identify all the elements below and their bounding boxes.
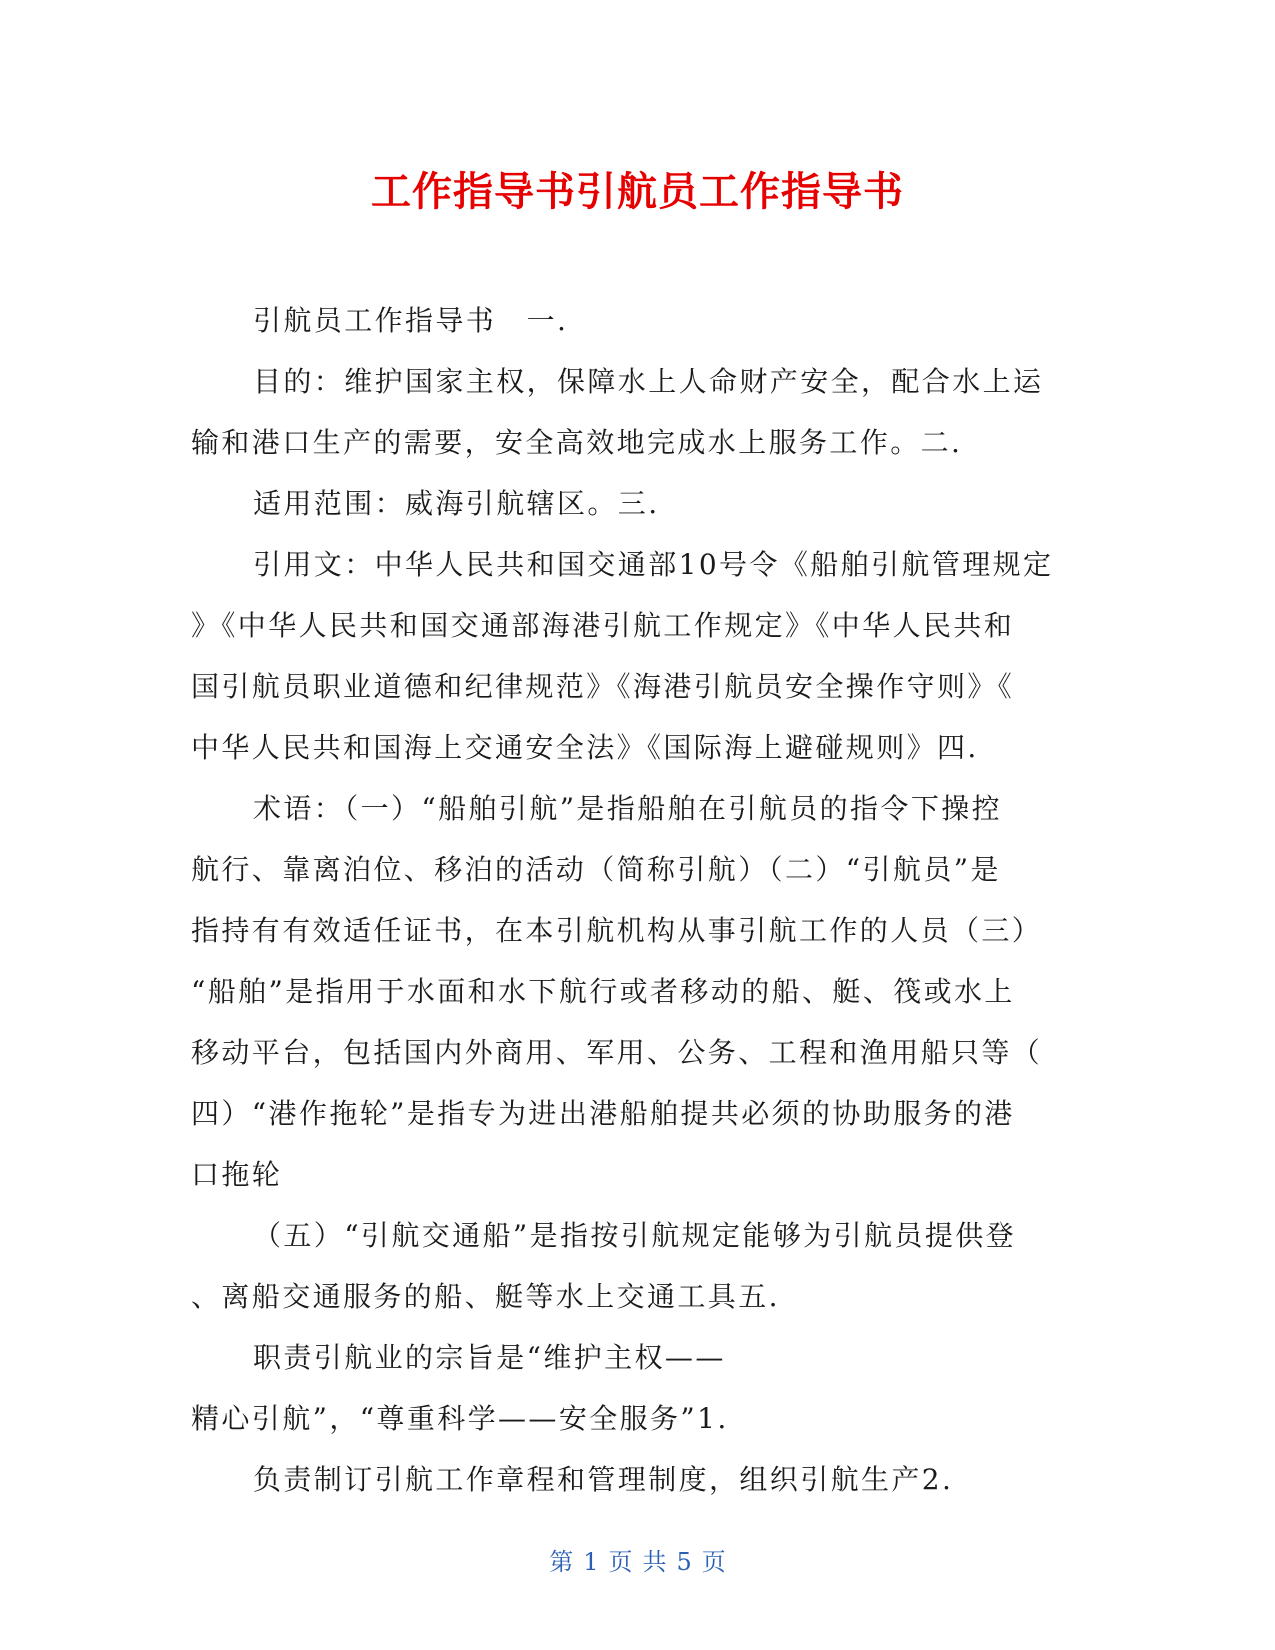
body-line: （五）“引航交通船”是指按引航规定能够为引航员提供登: [253, 1219, 1017, 1252]
body-line: 目的：维护国家主权，保障水上人命财产安全，配合水上运: [253, 365, 1044, 398]
footer-total-label: 共: [642, 1548, 667, 1576]
body-line: 口拖轮: [191, 1158, 283, 1191]
document-body: [191, 290, 1081, 1510]
body-line: 四）“港作拖轮”是指专为进出港船舶提共必须的协助服务的港: [191, 1097, 1015, 1130]
body-line: 适用范围：威海引航辖区。三.: [253, 487, 660, 520]
body-line: 输和港口生产的需要，安全高效地完成水上服务工作。二.: [191, 426, 963, 459]
body-line: 职责引航业的宗旨是“维护主权——: [253, 1341, 726, 1374]
footer-page-unit: 页: [608, 1548, 633, 1576]
footer-page-label: 第: [549, 1548, 574, 1576]
body-line: 》《中华人民共和国交通部海港引航工作规定》《中华人民共和: [191, 609, 1015, 642]
document-title: 工作指导书引航员工作指导书: [371, 169, 904, 215]
body-line: 指持有有效适任证书，在本引航机构从事引航工作的人员（三）: [191, 914, 1043, 947]
body-line: 负责制订引航工作章程和管理制度，组织引航生产2.: [253, 1463, 954, 1496]
body-line: 引用文：中华人民共和国交通部10号令《船舶引航管理规定: [253, 548, 1054, 581]
footer-total-pages: 5: [676, 1548, 692, 1576]
body-line: 术语：（一）“船舶引航”是指船舶在引航员的指令下操控: [253, 792, 1003, 825]
body-line: 引航员工作指导书 一.: [253, 304, 569, 337]
body-line: 中华人民共和国海上交通安全法》《国际海上避碰规则》四.: [191, 731, 979, 764]
body-line: 航行、靠离泊位、移泊的活动（简称引航）（二）“引航员”是: [191, 853, 1001, 886]
page-footer: [0, 1542, 1275, 1577]
body-line: “船舶”是指用于水面和水下航行或者移动的船、艇、筏或水上: [191, 975, 1015, 1008]
body-line: 、离船交通服务的船、艇等水上交通工具五.: [191, 1280, 780, 1313]
footer-current-page: 1: [583, 1548, 599, 1576]
body-line: 国引航员职业道德和纪律规范》《海港引航员安全操作守则》《: [191, 670, 1015, 703]
body-line: 移动平台，包括国内外商用、军用、公务、工程和渔用船只等（: [191, 1036, 1043, 1069]
body-line: 精心引航”，“尊重科学——安全服务”1.: [191, 1402, 729, 1435]
footer-total-unit: 页: [701, 1548, 726, 1576]
